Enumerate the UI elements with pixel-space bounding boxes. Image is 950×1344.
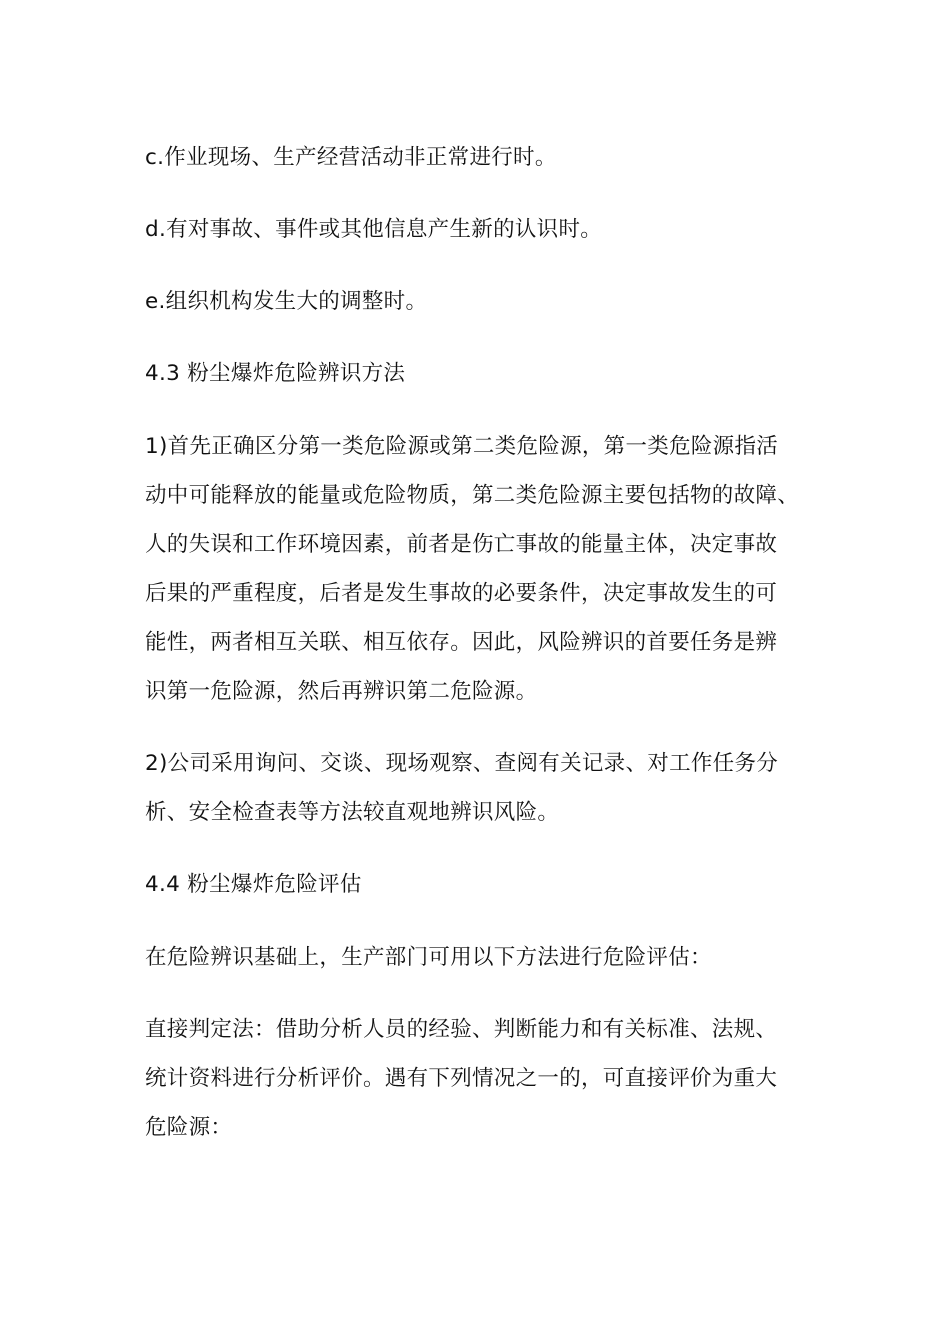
paragraph-assessment-intro: 在危险辨识基础上，生产部门可用以下方法进行危险评估： — [145, 945, 712, 970]
paragraph-identification-methods — [145, 739, 810, 837]
paragraph-line: 危险源： — [145, 1115, 233, 1140]
paragraph-line: 人的失误和工作环境因素，前者是伤亡事故的能量主体，决定事故 — [145, 532, 778, 557]
paragraph-line: 识第一危险源，然后再辨识第二危险源。 — [145, 679, 538, 704]
paragraph-line: 统计资料进行分析评价。遇有下列情况之一的，可直接评价为重大 — [145, 1066, 778, 1091]
paragraph-line: 2)公司采用询问、交谈、现场观察、查阅有关记录、对工作任务分 — [145, 751, 779, 776]
paragraph-direct-judgment — [145, 1005, 810, 1152]
paragraph-hazard-identification — [145, 422, 810, 716]
paragraph-line: 后果的严重程度，后者是发生事故的必要条件，决定事故发生的可 — [145, 581, 778, 606]
paragraph-line: 直接判定法：借助分析人员的经验、判断能力和有关标准、法规、 — [145, 1017, 778, 1042]
paragraph-line: 1)首先正确区分第一类危险源或第二类危险源，第一类危险源指活 — [145, 434, 779, 459]
list-item-d: d.有对事故、事件或其他信息产生新的认识时。 — [145, 217, 603, 242]
list-item-c: c.作业现场、生产经营活动非正常进行时。 — [145, 145, 557, 170]
section-heading-4-4: 4.4 粉尘爆炸危险评估 — [145, 872, 362, 897]
document-body — [145, 133, 810, 1175]
paragraph-line: 析、安全检查表等方法较直观地辨识风险。 — [145, 800, 560, 825]
list-item-e: e.组织机构发生大的调整时。 — [145, 289, 428, 314]
paragraph-line: 能性，两者相互关联、相互依存。因此，风险辨识的首要任务是辨 — [145, 630, 778, 655]
section-heading-4-3: 4.3 粉尘爆炸危险辨识方法 — [145, 361, 406, 386]
paragraph-line: 动中可能释放的能量或危险物质，第二类危险源主要包括物的故障、 — [145, 483, 800, 508]
